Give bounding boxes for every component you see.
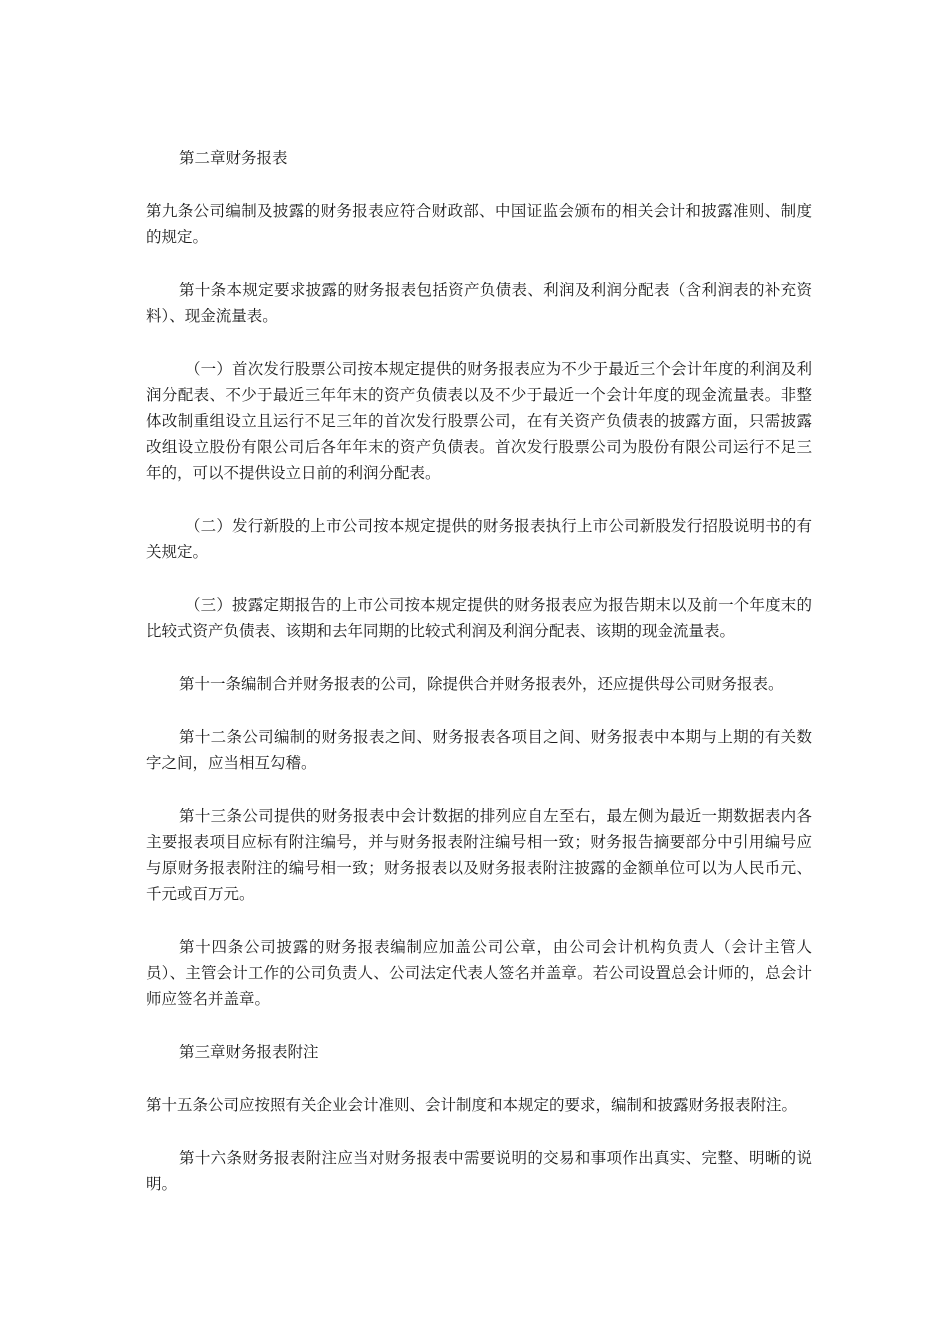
article-10-item-3: （三）披露定期报告的上市公司按本规定提供的财务报表应为报告期末以及前一个年度末的比较式资产负债表、该期和去年同期的比较式利润及利润分配表、该期的现金流量表。 (146, 596, 812, 640)
article-12: 第十二条公司编制的财务报表之间、财务报表各项目之间、财务报表中本期与上期的有关数字之间，应当相互勾稽。 (146, 728, 812, 772)
article-15: 第十五条公司应按照有关企业会计准则、会计制度和本规定的要求，编制和披露财务报表附注。 (146, 1096, 798, 1114)
article-16: 第十六条财务报表附注应当对财务报表中需要说明的交易和事项作出真实、完整、明晰的说明。 (146, 1149, 812, 1193)
article-11: 第十一条编制合并财务报表的公司，除提供合并财务报表外，还应提供母公司财务报表。 (179, 675, 784, 693)
document-body (146, 145, 812, 1197)
article-14: 第十四条公司披露的财务报表编制应加盖公司公章，由公司会计机构负责人（会计主管人员）、主管会计工作的公司负责人、公司法定代表人签名并盖章。若公司设置总会计师的，总会计师应签名并盖章。 (146, 938, 812, 1008)
article-9: 第九条公司编制及披露的财务报表应符合财政部、中国证监会颁布的相关会计和披露准则、制度的规定。 (146, 202, 812, 246)
chapter-2-title: 第二章财务报表 (179, 149, 288, 167)
chapter-3-title: 第三章财务报表附注 (179, 1043, 319, 1061)
article-10-item-2: （二）发行新股的上市公司按本规定提供的财务报表执行上市公司新股发行招股说明书的有关规定。 (146, 517, 812, 561)
article-10: 第十条本规定要求披露的财务报表包括资产负债表、利润及利润分配表（含利润表的补充资料）、现金流量表。 (146, 281, 812, 325)
article-13: 第十三条公司提供的财务报表中会计数据的排列应自左至右，最左侧为最近一期数据表内各主要报表项目应标有附注编号，并与财务报表附注编号相一致；财务报告摘要部分中引用编号应与原财务报表附注的编号相一致；财务报表以及财务报表附注披露的金额单位可以为人民币元、千元或百万元。 (146, 807, 812, 903)
article-10-item-1: （一）首次发行股票公司按本规定提供的财务报表应为不少于最近三个会计年度的利润及利润分配表、不少于最近三年年末的资产负债表以及不少于最近一个会计年度的现金流量表。非整体改制重组设立且运行不足三年的首次发行股票公司，在有关资产负债表的披露方面，只需披露改组设立股份有限公司后各年年末的资产负债表。首次发行股票公司为股份有限公司运行不足三年的，可以不提供设立日前的利润分配表。 (146, 360, 812, 482)
